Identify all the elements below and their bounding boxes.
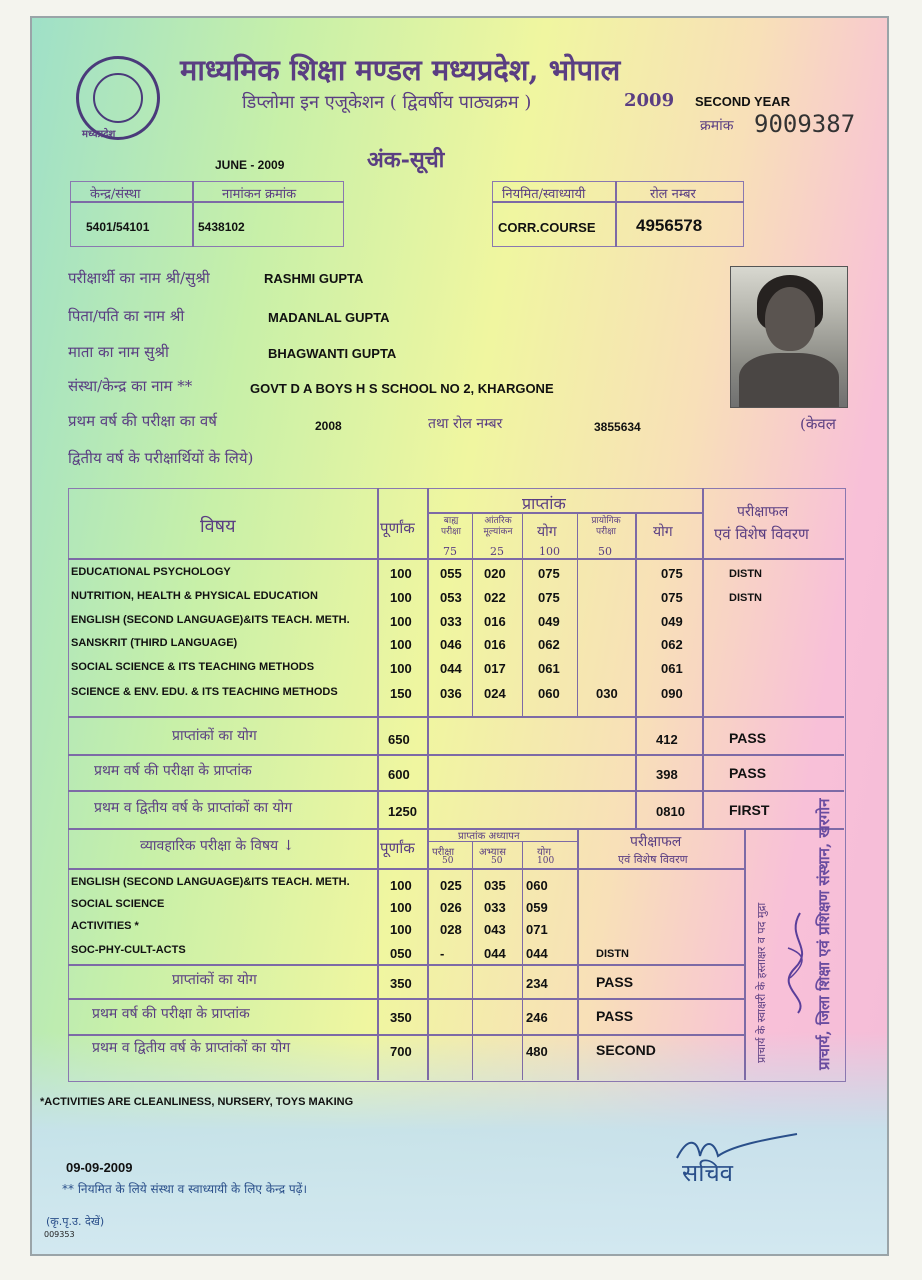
practical-subject-header: व्यावहारिक परीक्षा के विषय ↓ (140, 838, 295, 854)
result-header-2: एवं विशेष विवरण (714, 525, 809, 543)
roll-label: रोल नम्बर (650, 187, 696, 202)
practical-sum: 060 (526, 878, 548, 893)
practical-subject: SOC-PHY-CULT-ACTS (71, 944, 186, 956)
theory-max: 100 (390, 637, 412, 652)
practical-exam: 026 (440, 900, 462, 915)
total-header: योग (653, 524, 673, 540)
theory-total-result: PASS (729, 765, 767, 781)
practical-practice: 043 (484, 922, 506, 937)
practical-exam-header: परीक्षा (432, 847, 455, 858)
exam-session: JUNE - 2009 (215, 158, 285, 172)
practical-total-label: प्रथम व द्वितीय वर्ष के प्राप्तांकों का योग (92, 1040, 291, 1056)
theory-external: 055 (440, 566, 462, 581)
first-roll-value: 3855634 (594, 420, 641, 434)
theory-internal: 017 (484, 661, 506, 676)
theory-max: 100 (390, 614, 412, 629)
type-label: नियमित/स्वाध्यायी (502, 187, 586, 202)
theory-internal: 022 (484, 590, 506, 605)
board-name: माध्यमिक शिक्षा मण्डल मध्यप्रदेश, भोपाल (180, 53, 621, 87)
student-name: RASHMI GUPTA (264, 271, 364, 286)
practical-max: 50 (598, 545, 612, 558)
school-label: संस्था/केन्द्र का नाम ** (68, 377, 193, 395)
theory-sum: 075 (538, 590, 560, 605)
serial-number: 9009387 (754, 110, 856, 138)
result-header: परीक्षाफल (737, 504, 789, 520)
type-value: CORR.COURSE (498, 220, 596, 235)
mother-name: BHAGWANTI GUPTA (268, 346, 397, 361)
practical-header: प्रायोगिक परीक्षा (591, 516, 621, 537)
practical-total-result: PASS (596, 1008, 634, 1024)
theory-external: 046 (440, 637, 462, 652)
internal-max: 25 (490, 545, 504, 558)
theory-total-label: प्रथम व द्वितीय वर्ष के प्राप्तांकों का योग (94, 800, 293, 816)
father-name: MADANLAL GUPTA (268, 310, 390, 325)
external-header: बाह्य परीक्षा (441, 516, 461, 537)
practical-max: 050 (390, 946, 412, 961)
theory-external: 053 (440, 590, 462, 605)
practical-practice-header: अभ्यास (479, 847, 506, 858)
theory-subject: SOCIAL SCIENCE & ITS TEACHING METHODS (71, 661, 315, 673)
theory-total-label: प्रथम वर्ष की परीक्षा के प्राप्तांक (94, 763, 252, 779)
theory-external: 033 (440, 614, 462, 629)
practical-total-result: PASS (596, 974, 634, 990)
theory-internal: 016 (484, 614, 506, 629)
theory-subject: SANSKRIT (THIRD LANGUAGE) (71, 637, 238, 649)
practical-max: 100 (390, 900, 412, 915)
practical-result-header-2: एवं विशेष विवरण (618, 853, 688, 866)
note-open: (केवल (800, 415, 836, 433)
theory-total-max: 600 (388, 767, 410, 782)
theory-total-max: 650 (388, 732, 410, 747)
theory-total-value: 398 (656, 767, 678, 782)
theory-total: 049 (661, 614, 683, 629)
practical-subject: SOCIAL SCIENCE (71, 898, 165, 910)
theory-total-result: PASS (729, 730, 767, 746)
theory-external: 044 (440, 661, 462, 676)
name-label: परीक्षार्थी का नाम श्री/सुश्री (68, 269, 210, 287)
external-max: 75 (443, 545, 457, 558)
note-close: द्वितीय वर्ष के परीक्षार्थियों के लिये) (68, 449, 254, 467)
practical-sum-header: योग (537, 847, 552, 858)
theory-total-result: FIRST (729, 802, 770, 818)
practical-practice: 035 (484, 878, 506, 893)
practical-remark: DISTN (596, 948, 629, 960)
theory-sum: 049 (538, 614, 560, 629)
theory-remark: DISTN (729, 592, 762, 604)
internal-header: आंतरिक मूल्यांकन (483, 516, 513, 537)
activities-note: *ACTIVITIES ARE CLEANLINESS, NURSERY, TOYS MAKING (40, 1096, 354, 1108)
practical-max: 100 (390, 878, 412, 893)
practical-sum: 044 (526, 946, 548, 961)
theory-total-label: प्राप्तांकों का योग (172, 728, 257, 744)
sum-max: 100 (539, 545, 560, 558)
practical-practice-max: 50 (491, 856, 503, 866)
first-roll-label: तथा रोल नम्बर (428, 416, 503, 432)
theory-subject: ENGLISH (SECOND LANGUAGE)&ITS TEACH. METH. (71, 614, 350, 626)
theory-sum: 060 (538, 686, 560, 701)
issue-date: 09-09-2009 (66, 1160, 133, 1175)
theory-internal: 016 (484, 637, 506, 652)
practical-exam-max: 50 (442, 856, 454, 866)
practical-total-value: 246 (526, 1010, 548, 1025)
theory-total: 062 (661, 637, 683, 652)
form-code: 009353 (44, 1230, 75, 1239)
document-title: अंक-सूची (367, 147, 445, 173)
theory-sum: 061 (538, 661, 560, 676)
first-year-value: 2008 (315, 419, 342, 433)
theory-subject: NUTRITION, HEALTH & PHYSICAL EDUCATION (71, 590, 318, 602)
regular-private-note: ** नियमित के लिये संस्था व स्वाध्यायी के लिए केन्द्र पढ़ें। (62, 1182, 308, 1196)
theory-internal: 020 (484, 566, 506, 581)
max-marks-header: पूर्णांक (380, 519, 415, 537)
theory-total-value: 0810 (656, 804, 685, 819)
practical-result-header: परीक्षाफल (630, 834, 682, 850)
school-name: GOVT D A BOYS H S SCHOOL NO 2, KHARGONE (250, 381, 554, 396)
practical-total-max: 350 (390, 1010, 412, 1025)
practical-max: 100 (390, 922, 412, 937)
theory-total: 090 (661, 686, 683, 701)
practical-subject: ENGLISH (SECOND LANGUAGE)&ITS TEACH. METH. (71, 876, 350, 888)
serial-label: क्रमांक (700, 118, 734, 134)
theory-external: 036 (440, 686, 462, 701)
theory-practical: 030 (596, 686, 618, 701)
obtained-header: प्राप्तांक (522, 494, 566, 513)
practical-total-max: 350 (390, 976, 412, 991)
course-name: डिप्लोमा इन एजूकेशन ( द्विवर्षीय पाठ्यक्रम ) (242, 92, 532, 113)
practical-exam: 028 (440, 922, 462, 937)
centre-label: केन्द्र/संस्था (90, 187, 141, 202)
practical-max-header: पूर्णांक (380, 839, 415, 857)
theory-sum: 062 (538, 637, 560, 652)
practical-exam: - (440, 946, 445, 961)
student-photo (730, 266, 848, 408)
principal-sign-label: प्राचार्य के स्वाक्षरी के हस्ताक्षर व पद मुद्रा (755, 902, 768, 1063)
marksheet (30, 16, 889, 1256)
theory-subject: SCIENCE & ENV. EDU. & ITS TEACHING METHODS (71, 686, 338, 698)
first-year-label: प्रथम वर्ष की परीक्षा का वर्ष (68, 412, 217, 430)
theory-total: 075 (661, 590, 683, 605)
overleaf-note: (कृ.पृ.उ. देखें) (46, 1215, 105, 1228)
seal-caption: मध्यप्रदेश (82, 129, 116, 140)
principal-stamp: प्राचार्य, जिला शिक्षा एवं प्रशिक्षण संस्थान, खरगोन (815, 798, 833, 1070)
mother-label: माता का नाम सुश्री (68, 343, 169, 361)
centre-value: 5401/54101 (86, 220, 150, 234)
practical-sum: 071 (526, 922, 548, 937)
enrolment-label: नामांकन क्रमांक (222, 187, 297, 202)
practical-practice: 044 (484, 946, 506, 961)
father-label: पिता/पति का नाम श्री (68, 307, 185, 325)
course-year: 2009 (624, 90, 675, 111)
theory-subject: EDUCATIONAL PSYCHOLOGY (71, 566, 231, 578)
practical-exam: 025 (440, 878, 462, 893)
principal-signature-icon (780, 908, 820, 1018)
practical-total-value: 234 (526, 976, 548, 991)
practical-sum: 059 (526, 900, 548, 915)
theory-internal: 024 (484, 686, 506, 701)
practical-practice: 033 (484, 900, 506, 915)
practical-obtained-header: प्राप्तांक अध्यापन (458, 831, 520, 842)
enrolment-value: 5438102 (198, 220, 245, 234)
theory-max: 150 (390, 686, 412, 701)
theory-sum: 075 (538, 566, 560, 581)
theory-total: 061 (661, 661, 683, 676)
practical-total-result: SECOND (596, 1042, 656, 1058)
theory-remark: DISTN (729, 568, 762, 580)
theory-max: 100 (390, 566, 412, 581)
second-year-label: SECOND YEAR (695, 94, 791, 109)
practical-total-label: प्राप्तांकों का योग (172, 972, 257, 988)
practical-sum-max: 100 (537, 856, 555, 866)
theory-max: 100 (390, 590, 412, 605)
sum-header: योग (537, 524, 557, 540)
roll-value: 4956578 (636, 216, 703, 235)
theory-max: 100 (390, 661, 412, 676)
subject-header: विषय (200, 516, 236, 537)
practical-total-label: प्रथम वर्ष की परीक्षा के प्राप्तांक (92, 1006, 250, 1022)
practical-subject: ACTIVITIES * (71, 920, 139, 932)
theory-total: 075 (661, 566, 683, 581)
theory-total-value: 412 (656, 732, 678, 747)
theory-total-max: 1250 (388, 804, 417, 819)
secretary-label: सचिव (682, 1159, 734, 1187)
practical-total-max: 700 (390, 1044, 412, 1059)
practical-total-value: 480 (526, 1044, 548, 1059)
